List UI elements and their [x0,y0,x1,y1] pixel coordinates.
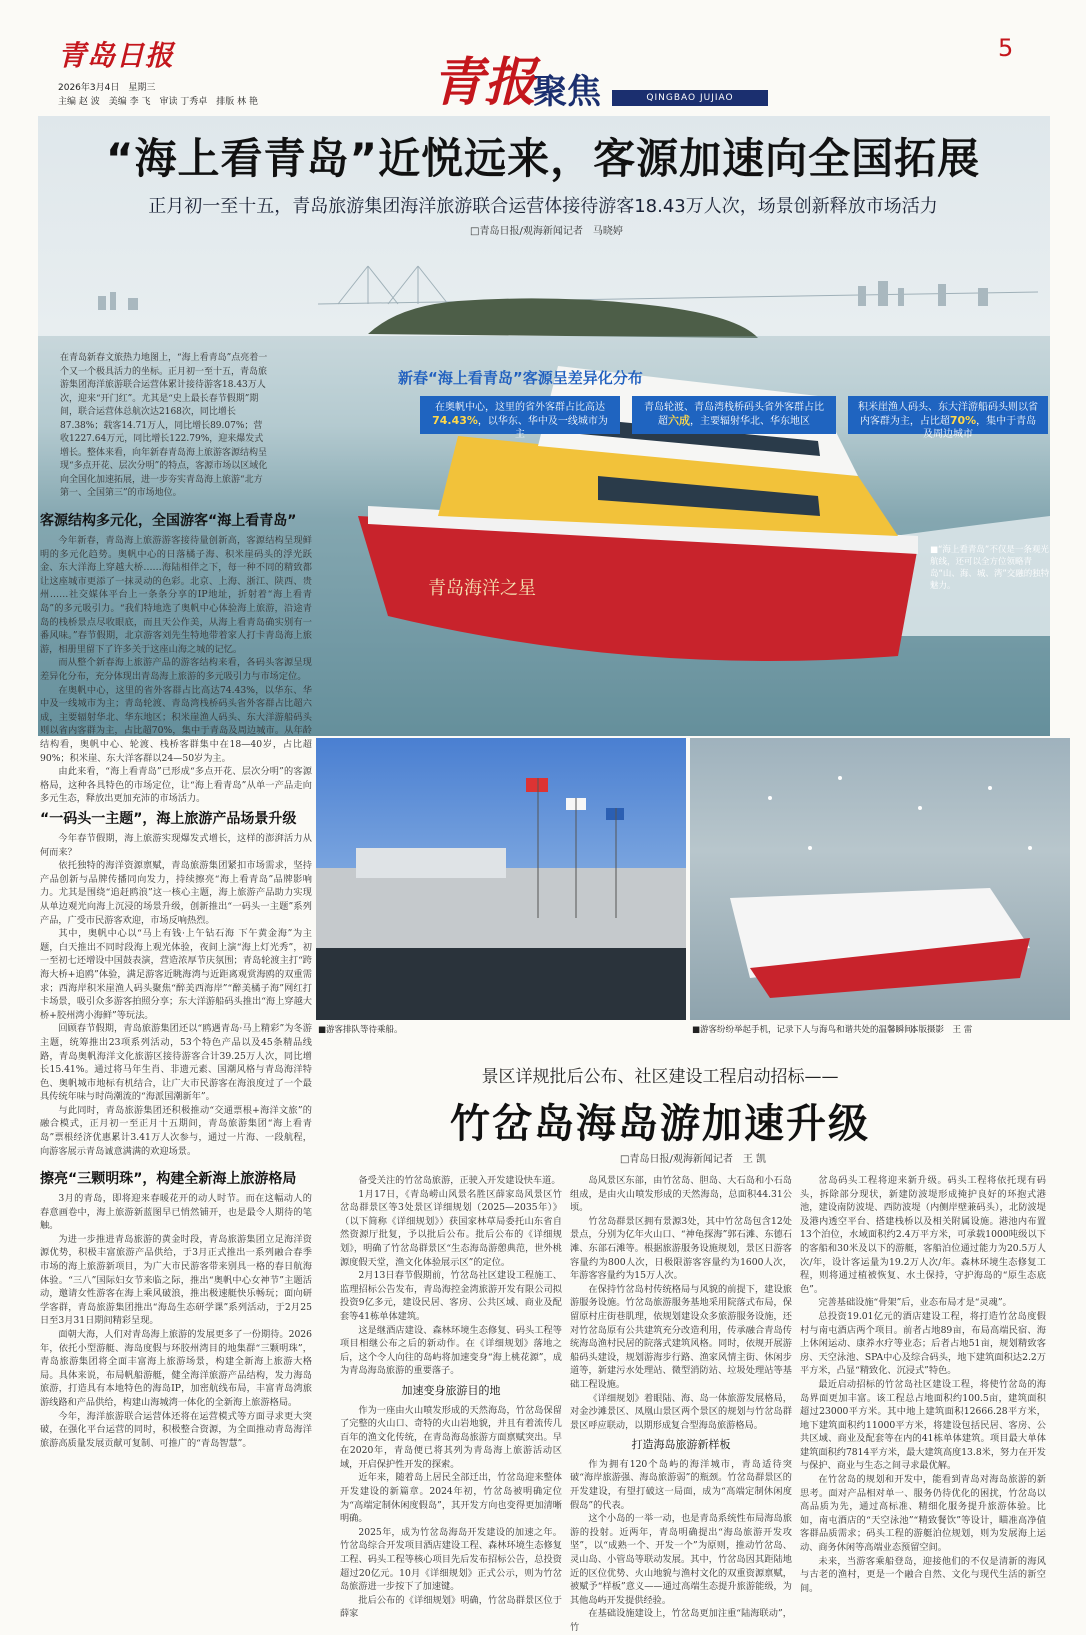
story2-column-3: 岔岛码头工程将迎来新升级。码头工程将依托现有码头，拆除部分现状，新建防波堤形成掩护良好的环抱式港池，建设南防波堤、西防波堤（内侧岸壁兼码头），北防波堤及港内透空平台、搭建栈桥以及相关附属设施。港池内布置13个泊位，水域面积约2.4万平方米，可承载1000吨级以下的客船和30米及以下的游艇，客船泊位通过能力为20.5万人次/年，设计客运量为19.2万人次/年。森林环境生态修复工程，则将通过植被恢复、水土保持，守护海岛的“原生态底色”。 完善基础设施“骨架”后，业态布局才是“灵魂”。 总投资19.01亿元的酒店建设工程，将打造竹岔岛度假村与南屯酒店两个项目。前者占地89亩，布局高端民宿、海上休闲运动、康养水疗等业态；后者占地51亩，规划精致客房、天空泳池、SPA中心及综合码头，地下建筑面积达2.2万平方米，凸显“精致化、沉浸式”特色。 最近启动招标的竹岔岛社区建设工程，将使竹岔岛的海岛界面更加丰富。该工程总占地面积约100.5亩，建筑面积超过23000平方米。其中地上建筑面积12666.28平方米，地下建筑面积约11000平方米，将建设包括民居、客房、公共区域、商业及配套等在内的41栋单体建筑。项目最大单体建筑面积约7814平方米，最大建筑高度13.8米，努力在开发与保护、商业与生态之间寻求最优解。 在竹岔岛的规划和开发中，能看到青岛对海岛旅游的新思考。面对产品相对单一、服务仍待优化的困扰，竹岔岛以高品质为先，通过高标准、精细化服务提升旅游体验。比如，南屯酒店的“天空泳池”“精致餐饮”等设计，瞄准高净值客群品质需求；码头工程的游艇泊位规划，则为发展海上运动、商务休闲等高端业态预留空间。 未来，当游客乘船登岛，迎接他们的不仅是清新的海风与古老的渔村，更是一个融合自然、文化与现代生活的新空间。 [800,1175,1046,1594]
bridge-illustration [318,266,1038,304]
body-text: 3月的青岛，即将迎来春暖花开的动人时节。而在这幅动人的春意画卷中，海上旅游新蓝图早已悄然铺开，也是最令人期待的笔触。 为进一步推进青岛旅游的黄金时段，青岛旅游集团立足海洋资源优势，积极丰富旅游产品供给，于3月正式推出一系列融合春季市场的海上旅游新项目，为广大市民游客带来别具一格的春日航海体验。“三八”国际妇女节来临之际，推出“奥帆中心女神节”主题活动，邀请女性游客在海上乘风破浪，推出极速艇快乐畅玩；面向研学客群，青岛旅游集团推出“海岛生态研学课”系列活动，于2月25日至3月31日期间精彩呈现。 面朝大海，人们对青岛海上旅游的发展更多了一份期待。2026年，依托小型游艇、海岛度假与环胶州湾目的地集群“三颗明珠”，青岛旅游集团将全面丰富海上旅游场景，构建全新海上旅游大格局。具体来说，布局帆船游艇，健全海洋旅游产品结构，发力海岛旅游，打造具有本地特色的海岛IP，加密航线布局，丰富青岛湾旅游线路和产品供给，构建山海城湾一体化的全新海上旅游格局。 今年，海洋旅游联合运营体还将在运营模式等方面寻求更大突破，在强化平台运营的同时，积极整合资源，为全面推动青岛海洋旅游高质量发展贡献可复制、可推广的“青岛智慧”。 [40,1193,312,1449]
infographic-box-jimiya: 积米崖渔人码头、东大洋游船码头则以省内客群为主，占比超70%，集中于青岛及周边城市 [848,396,1048,434]
body-text: 今年春节假期，海上旅游实现爆发式增长，这样的澎湃活力从何而来？ 依托独特的海洋资源禀赋，青岛旅游集团紧扣市场需求，坚持产品创新与品牌传播同向发力，持续擦亮“海上看青岛”品牌影响力。尤其是围绕“追赶鸥浪”这一核心主题，海上旅游产品助力实现从单边观光向海上沉浸的场景升级，创新推出“一码头一主题”系列产品，广受市民游客欢迎，市场反响热烈。 其中，奥帆中心以“马上有钱·上午钻石海 下午黄金海”为主题，白天推出不同时段海上观光体验，夜间上演“海上灯光秀”，初一至初七还增设中国鼓表演，营造浓厚节庆氛围；青岛轮渡主打“跨海大桥+追鸥”体验，满足游客近眺海湾与近距离观赏海鸥的双重需求；西海岸积米崖渔人码头聚焦“醉美西海岸”“醉美橘子海”网红打卡场景，吸引众多游客拍照分享；东大洋游船码头推出“海上穿越大桥+胶州湾小海鲜”等玩法。 回顾春节假期，青岛旅游集团还以“鸥遇青岛·马上精彩”为冬游主题，统筹推出23项系列活动，53个特色产品以及45条精品线路，青岛奥帆海洋文化旅游区接待游客合计39.25万人次，同比增长15.41%。通过将马年生肖、非遗元素、国潮风格与青岛海洋特色、奥帆城市地标有机结合，让广大市民游客在海浪度过了一个最具传统年味与时尚潮流的“海派国潮新年”。 与此同时，青岛旅游集团还积极推动“交通票根+海洋文旅”的融合模式，正月初一至正月十五期间，青岛旅游集团“海上看青岛”票根经济优惠累计3.41万人次参与，通过一片海、一段航程，向游客展示青岛诚意满满的欢迎场景。 [40,833,312,1157]
page-number: 5 [998,34,1014,62]
photo-caption: ■游客纷纷举起手机，记录下人与海鸟和谐共处的温馨瞬间。 [692,1025,922,1035]
headline: “海上看青岛”近悦远来，客源加速向全国拓展 [105,134,981,183]
story2-subheading: 加速变身旅游目的地 [401,1383,501,1397]
staff-line: 主编 赵 波 美编 李 飞 审读 丁秀卓 排版 林 艳 [58,97,259,107]
svg-text:青岛海洋之星: 青岛海洋之星 [428,578,536,599]
byline: □青岛日报/观海新闻记者 马晓婷 [470,226,623,237]
subheading: “一码头一主题”，海上旅游产品场景升级 [40,811,297,827]
story2-column-2: 岛风景区东部，由竹岔岛、胆岛、大石岛和小石岛组成，是由火山喷发形成的天然海岛，总面积44.31公顷。 竹岔岛群景区拥有景源3处，其中竹岔岛包含12处景点，分别为亿年火山口、“神龟探海”郭石滩、东德石滩、东部石滩等。根据旅游服务设施规划，景区日游客容量约为800人次，日极限游客容量约为1600人次，年游客容量约为15万人次。 在保持竹岔岛村传统格局与风貌的前提下，建设旅游服务设施。竹岔岛旅游服务基地采用院落式布局，保留原村庄街巷肌理，依规划建设众多旅游服务设施，还对竹岔岛原有公共建筑充分改造利用，传承融合青岛传统海岛渔村民居的院落式建筑风格。同时，依规开展游船码头建设，规划游海步行路、渔家风情主街、休闲步道等，新建污水处理站、微型消防站、垃圾处理站等基础工程设施。 《详细规划》着眼陆、海、岛一体旅游发展格局，对金沙滩景区、凤凰山景区两个景区的规划与竹岔岛群景区呼应联动，以期形成复合型海岛旅游格局。 打造海岛旅游新样板 作为拥有120个岛屿的海洋城市，青岛适待突破“海岸旅游强、海岛旅游弱”的瓶颈。竹岔岛群景区的开发建设，有望打破这一局面，成为“高端定制休闲度假岛”的代表。 这个小岛的一举一动，也是青岛系统性布局海岛旅游的投射。近两年，青岛明确提出“海岛旅游开发攻坚”，以“成熟一个、开发一个”为原则，推动竹岔岛、灵山岛、小管岛等联动发展。其中，竹岔岛因其距陆地近的区位优势、火山地貌与渔村文化的双重资源禀赋，被赋予“样板”意义——通过高端生态提升旅游能级，为其他岛屿开发提供经验。 在基础设施建设上，竹岔岛更加注重“陆海联动”，竹 [570,1175,792,1633]
hero-caption: ■“海上看青岛”不仅是一条观光航线，还可以全方位领略青岛“山、海、城、湾”交融的独特魅力。 [930,545,1050,591]
section-logo-suffix: 聚焦 [533,72,601,112]
story2-subheading: 打造海岛旅游新样板 [631,1438,731,1452]
infographic-box-olympic: 在奥帆中心，这里的省外客群占比高达74.43%，以华东、华中及一线城市为主 [420,396,620,434]
date-line: 2026年3月4日 星期三 [58,83,156,93]
story2-headline: 竹岔岛海岛游加速升级 [450,1100,870,1147]
body-text: 今年新春，青岛海上旅游游客接待量创新高，客源结构呈现鲜明的多元化趋势。奥帆中心的日落橘子海、积米崖码头的浮光跃金、东大洋海上穿越大桥……海陆相伴之下，每一种不同的精致都让这座城市更添了一抹灵动的色彩。北京、上海、浙江、陕西、贵州……社交媒体平台上一条条分享的IP地址，折射着“海上看青岛”的多元吸引力。“我们特地选了奥帆中心体验海上旅游，沿途青岛的栈桥景点尽收眼底，而且天公作美，从海上看青岛确实别有一番风味。”春节假期，北京游客刘先生特地带着家人打卡青岛海上旅游，相册里留下了许多关于这座山海之城的记忆。 而从整个新春海上旅游产品的游客结构来看，各码头客源呈现差异化分布，充分体现出青岛海上旅游的多元吸引力与市场定位。 在奥帆中心，这里的省外客群占比高达74.43%，以华东、华中及一线城市为主；青岛轮渡、青岛湾栈桥码头省外客群占比超六成，主要辐射华北、华东地区；积米崖渔人码头、东大洋游船码头则以省内客群为主，占比超70%，集中于青岛及周边城市。从年龄结构看，奥帆中心、轮渡、栈桥客群集中在18—40岁，占比超90%；积米崖、东大洋客群以24—50岁为主。 由此来看，“海上看青岛”已形成“多点开花、层次分明”的客源格局，这种各具特色的市场定位，让“海上看青岛”从单一产品走向多元生态，释放出更加充沛的市场活力。 [40,535,312,805]
subheading: 擦亮“三颗明珠”，构建全新海上旅游格局 [40,1171,297,1187]
subheadline: 正月初一至十五，青岛旅游集团海洋旅游联合运营体接待游客18.43万人次，场景创新释放市场活力 [148,196,938,217]
lead-paragraph: 在青岛新春文旅热力地图上，“海上看青岛”点亮着一个又一个极具活力的坐标。正月初一至十五，青岛旅游集团海洋旅游联合运营体累计接待游客18.43万人次，迎来“开门红”。尤其是“史上最长春节假期”期间，联合运营体总航次达2168次，同比增长87.38%；载客14.71万人，同比增长89.07%；营收1227.64万元，同比增长122.79%，迎来爆发式增长。整体来看，向年新春青岛海上旅游客源结构呈现“多点开花、层次分明”的特点，客源市场以区域化向全国化加速拓展，进一步夯实青岛海上旅游“北方第一、全国第三”的市场地位。 [60,353,268,498]
photo-seagulls [690,738,1070,1020]
story2-byline: □青岛日报/观海新闻记者 王 凯 [620,1154,766,1165]
story2-kicker: 景区详规批后公布、社区建设工程启动招标—— [481,1067,839,1087]
subheading: 客源结构多元化，全国游客“海上看青岛” [40,513,297,529]
section-pinyin: QINGBAO JUJIAO [612,90,768,106]
photo-credit: 本版摄影 王 雷 [910,1025,973,1035]
paper-logo: 青岛日报 [58,39,175,72]
infographic-box-ferry: 青岛轮渡、青岛湾栈桥码头省外客群占比超六成，主要辐射华北、华东地区 [632,396,836,434]
story2-column-1: 备受关注的竹岔岛旅游，正驶入开发建设快车道。 1月17日，《青岛崂山风景名胜区薛家岛风景区竹岔岛群景区等3处景区详细规划（2025—2035年）》（以下简称《详细规划》）获国家林草局委托山东省自然资源厅批复，予以批后公布。批后公布的《详细规划》，明确了竹岔岛群景区“生态海岛游憩典范，世外桃源度假天堂，渔文化体验展示区”的定位。 2月13日春节假期前，竹岔岛社区建设工程施工、监理招标公告发布，青岛海控金湾旅游开发有限公司拟投资9亿多元，建设民居、客房、公共区域、商业及配套等41栋单体建筑。 这是继酒店建设、森林环境生态修复、码头工程等项目相继公布之后的新动作。在《详细规划》落地之后，这个令人向往的岛屿将加速变身“海上桃花源”，成为青岛海岛旅游的重要落子。 加速变身旅游目的地 作为一座由火山喷发形成的天然海岛，竹岔岛保留了完整的火山口、奇特的火山岩地貌，并且有着流传几百年的渔文化传统，在青岛海岛旅游方面禀赋突出。早在2020年，青岛便已将其列为青岛海上旅游活动区域，开启保护性开发的探索。 近年来，随着岛上居民全部迁出，竹岔岛迎来整体开发建设的新篇章。2024年初，竹岔岛被明确定位为“高端定制休闲度假岛”，其开发方向也变得更加清晰明确。 2025年，成为竹岔岛海岛开发建设的加速之年。竹岔岛综合开发项目酒店建设工程、森林环境生态修复工程、码头工程等核心项目先后发布招标公告，总投资超过20亿元。10月《详细规划》正式公示，则为竹岔岛旅游进一步按下了加速键。 批后公布的《详细规划》明确，竹岔岛群景区位于薛家 [340,1175,562,1620]
photo-caption: ■游客排队等待乘船。 [318,1025,403,1035]
infographic-title: 新春“海上看青岛”客源呈差异化分布 [398,369,643,387]
island-illustration [368,298,758,338]
photo-queue [316,738,686,1020]
section-logo: 青报 [432,52,537,113]
